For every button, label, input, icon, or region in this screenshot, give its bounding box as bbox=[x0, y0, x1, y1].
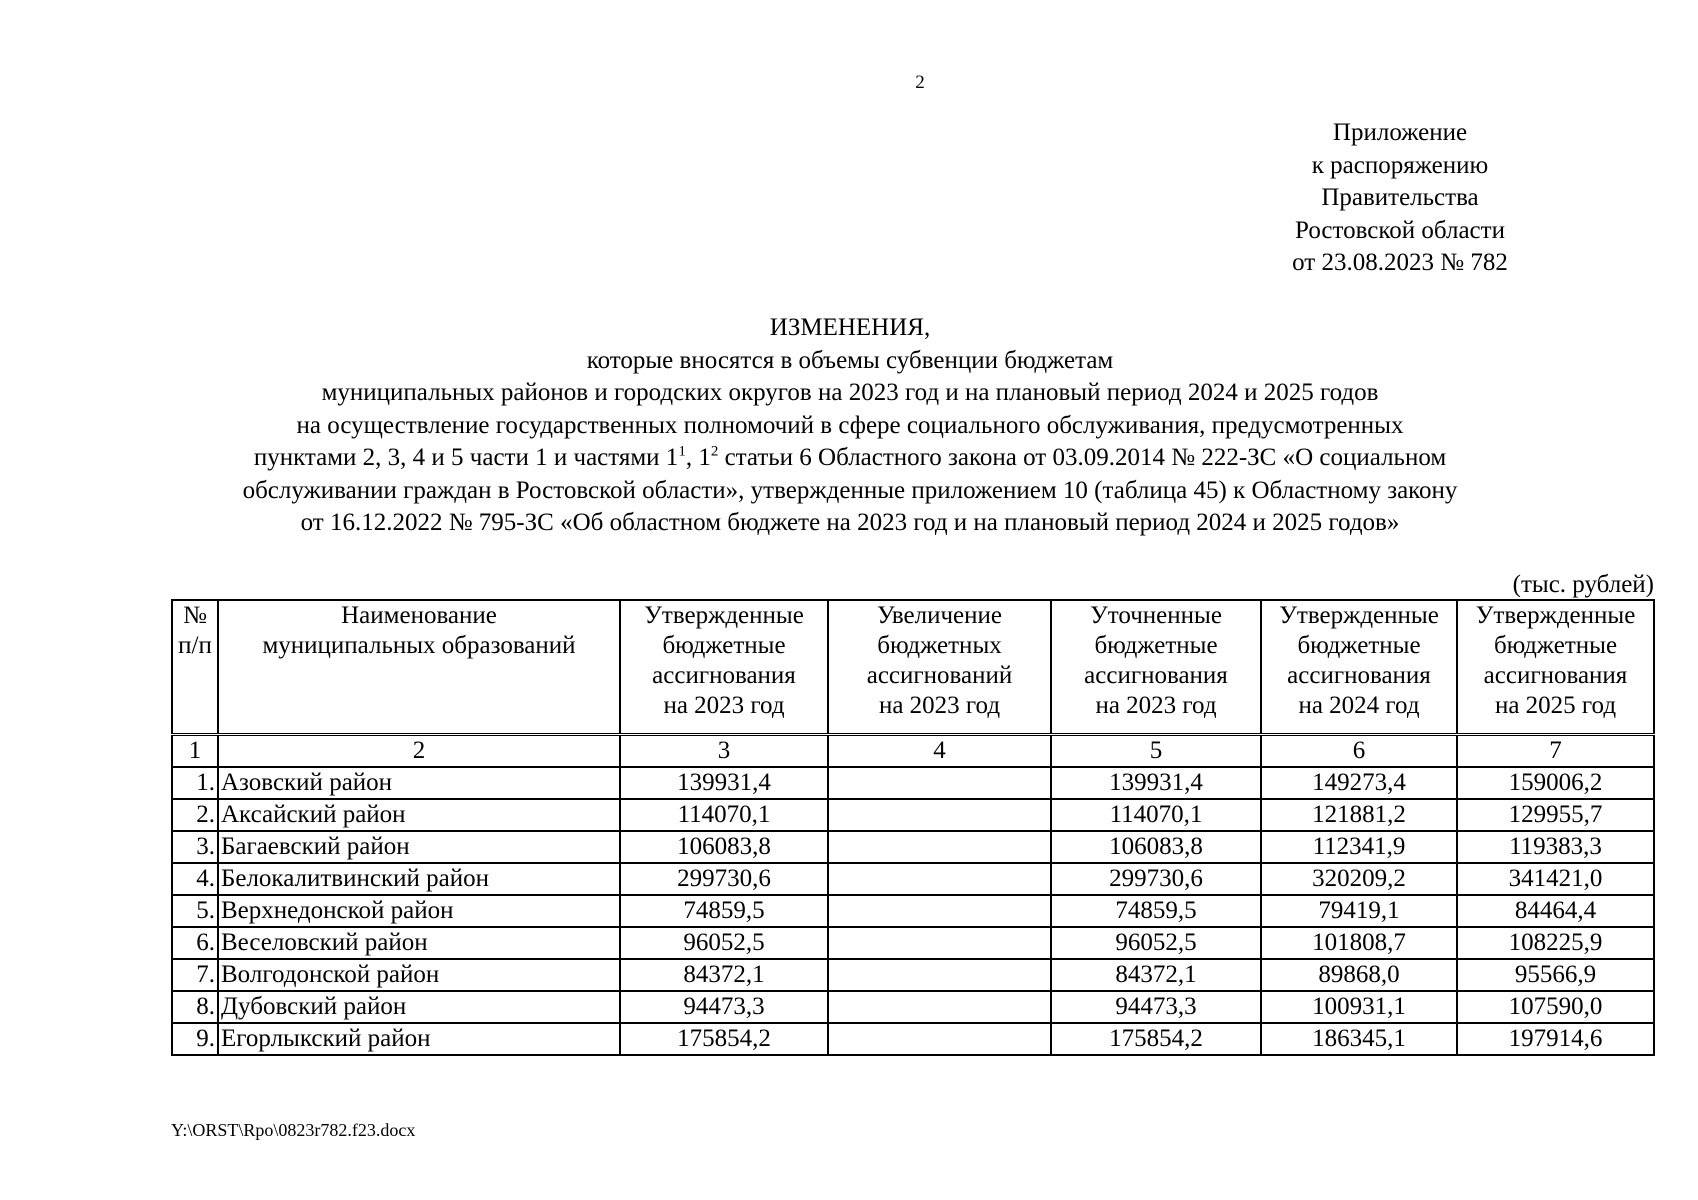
approved-2025-cell: 159006,2 bbox=[1457, 767, 1654, 799]
table-row bbox=[172, 767, 1654, 799]
page-number: 2 bbox=[915, 72, 925, 93]
column-index: 4 bbox=[828, 735, 1051, 768]
header-text: Увеличение bbox=[876, 602, 1002, 629]
approved-2024-cell: 186345,1 bbox=[1261, 1023, 1457, 1055]
title-line: муниципальных районов и городских округов на 2023 год и на плановый период 2024 и 2025 годов bbox=[321, 379, 1379, 406]
approved-2025-cell: 119383,3 bbox=[1457, 831, 1654, 863]
header-text: на 2023 год bbox=[663, 692, 785, 719]
refined-2023-cell: 114070,1 bbox=[1051, 799, 1261, 831]
header-text: Наименование bbox=[341, 602, 497, 629]
municipality-name-cell: Веселовский район bbox=[218, 927, 620, 959]
approved-2024-cell: 89868,0 bbox=[1261, 959, 1457, 991]
refined-2023-cell: 94473,3 bbox=[1051, 991, 1261, 1023]
increase-2023-cell bbox=[828, 991, 1051, 1023]
title-text: статьи 6 Областного закона от 03.09.2014 № 222-ЗС «О социальном bbox=[718, 444, 1447, 471]
municipality-name-cell: Егорлыкский район bbox=[218, 1023, 620, 1055]
table-row bbox=[172, 927, 1654, 959]
approved-2024-cell: 101808,7 bbox=[1261, 927, 1457, 959]
approved-2023-cell: 84372,1 bbox=[620, 959, 828, 991]
approved-2024-cell: 149273,4 bbox=[1261, 767, 1457, 799]
title-heading: ИЗМЕНЕНИЯ, bbox=[769, 314, 931, 341]
increase-2023-cell bbox=[828, 831, 1051, 863]
approved-2023-cell: 175854,2 bbox=[620, 1023, 828, 1055]
appendix-line: от 23.08.2023 № 782 bbox=[1292, 249, 1508, 276]
approved-2023-cell: 139931,4 bbox=[620, 767, 828, 799]
header-text: муниципальных образований bbox=[262, 632, 576, 659]
refined-2023-cell: 175854,2 bbox=[1051, 1023, 1261, 1055]
header-cell-approved-2025 bbox=[1457, 600, 1654, 735]
approved-2025-cell: 341421,0 bbox=[1457, 863, 1654, 895]
title-line: обслуживании граждан в Ростовской области», утвержденные приложением 10 (таблица 45) к Областному закону bbox=[242, 476, 1458, 504]
header-text: ассигнования bbox=[1084, 662, 1228, 689]
row-number-cell: 9. bbox=[172, 1023, 218, 1055]
table-row bbox=[172, 831, 1654, 863]
approved-2025-cell: 108225,9 bbox=[1457, 927, 1654, 959]
title-text: , 1 bbox=[685, 444, 711, 471]
column-index-row bbox=[172, 735, 1654, 768]
header-text: ассигнования bbox=[652, 662, 796, 689]
increase-2023-cell bbox=[828, 927, 1051, 959]
header-cell-approved-2024 bbox=[1261, 600, 1457, 735]
municipality-name-cell: Азовский район bbox=[218, 767, 620, 799]
superscript: 2 bbox=[710, 443, 719, 460]
table-row bbox=[172, 895, 1654, 927]
header-cell-approved-2023 bbox=[620, 600, 828, 735]
header-text: Уточненные bbox=[1090, 602, 1222, 629]
municipality-name-cell: Волгодонской район bbox=[218, 959, 620, 991]
header-text: ассигнования bbox=[1483, 662, 1628, 689]
column-index: 2 bbox=[218, 735, 620, 768]
refined-2023-cell: 84372,1 bbox=[1051, 959, 1261, 991]
superscript: 1 bbox=[678, 443, 686, 460]
header-text: бюджетные bbox=[1094, 632, 1218, 659]
document-title bbox=[100, 312, 1600, 540]
header-cell-number bbox=[172, 600, 218, 735]
header-text: бюджетные bbox=[1493, 632, 1618, 659]
increase-2023-cell bbox=[828, 959, 1051, 991]
refined-2023-cell: 299730,6 bbox=[1051, 863, 1261, 895]
municipality-name-cell: Багаевский район bbox=[218, 831, 620, 863]
approved-2024-cell: 121881,2 bbox=[1261, 799, 1457, 831]
approved-2023-cell: 114070,1 bbox=[620, 799, 828, 831]
title-line: которые вносятся в объемы субвенции бюджетам bbox=[586, 346, 1114, 374]
title-line bbox=[100, 442, 1600, 475]
column-index: 7 bbox=[1457, 735, 1654, 768]
increase-2023-cell bbox=[828, 799, 1051, 831]
municipality-name-cell: Верхнедонской район bbox=[218, 895, 620, 927]
approved-2024-cell: 320209,2 bbox=[1261, 863, 1457, 895]
refined-2023-cell: 106083,8 bbox=[1051, 831, 1261, 863]
approved-2025-cell: 197914,6 bbox=[1457, 1023, 1654, 1055]
row-number-cell: 7. bbox=[172, 959, 218, 991]
budget-table bbox=[171, 599, 1655, 1056]
refined-2023-cell: 74859,5 bbox=[1051, 895, 1261, 927]
appendix-line: Ростовской области bbox=[1295, 216, 1505, 244]
municipality-name-cell: Дубовский район bbox=[218, 991, 620, 1023]
column-index: 3 bbox=[620, 735, 828, 768]
refined-2023-cell: 139931,4 bbox=[1051, 767, 1261, 799]
table-row bbox=[172, 991, 1654, 1023]
table-header-row bbox=[172, 600, 1654, 735]
header-cell-refined-2023 bbox=[1051, 600, 1261, 735]
increase-2023-cell bbox=[828, 767, 1051, 799]
approved-2023-cell: 94473,3 bbox=[620, 991, 828, 1023]
appendix-header bbox=[1280, 117, 1520, 280]
row-number-cell: 5. bbox=[172, 895, 218, 927]
appendix-line: Приложение bbox=[1332, 119, 1468, 146]
header-text: на 2025 год bbox=[1494, 692, 1617, 719]
units-label: (тыс. рублей) bbox=[1512, 571, 1654, 598]
table-body bbox=[172, 767, 1654, 1055]
row-number-cell: 1. bbox=[172, 767, 218, 799]
row-number-cell: 2. bbox=[172, 799, 218, 831]
approved-2023-cell: 74859,5 bbox=[620, 895, 828, 927]
row-number-cell: 8. bbox=[172, 991, 218, 1023]
header-text: на 2023 год bbox=[1095, 692, 1217, 719]
appendix-line: Правительства bbox=[1321, 184, 1479, 211]
title-text: пунктами 2, 3, 4 и 5 части 1 и частями 1 bbox=[253, 444, 679, 471]
header-text: Утвержденные bbox=[644, 602, 804, 629]
table-row bbox=[172, 959, 1654, 991]
municipality-name-cell: Аксайский район bbox=[218, 799, 620, 831]
header-text: № bbox=[183, 602, 207, 629]
column-index: 5 bbox=[1051, 735, 1261, 768]
approved-2025-cell: 129955,7 bbox=[1457, 799, 1654, 831]
header-cell-name bbox=[218, 600, 620, 735]
header-text: на 2023 год bbox=[878, 692, 1001, 719]
refined-2023-cell: 96052,5 bbox=[1051, 927, 1261, 959]
header-text: бюджетных bbox=[877, 632, 1002, 659]
municipality-name-cell: Белокалитвинский район bbox=[218, 863, 620, 895]
row-number-cell: 4. bbox=[172, 863, 218, 895]
column-index: 6 bbox=[1261, 735, 1457, 768]
row-number-cell: 3. bbox=[172, 831, 218, 863]
row-number-cell: 6. bbox=[172, 927, 218, 959]
title-line: на осуществление государственных полномочий в сфере социального обслуживания, предусмотренных bbox=[296, 411, 1404, 439]
approved-2024-cell: 79419,1 bbox=[1261, 895, 1457, 927]
column-index: 1 bbox=[172, 735, 218, 768]
header-cell-increase-2023 bbox=[828, 600, 1051, 735]
title-line: от 16.12.2022 № 795-ЗС «Об областном бюджете на 2023 год и на плановый период 2024 и 2025 годов» bbox=[300, 509, 1400, 536]
increase-2023-cell bbox=[828, 1023, 1051, 1055]
footer-file-path: Y:\ORST\Rpo\0823r782.f23.docx bbox=[171, 1120, 416, 1140]
header-text: Утвержденные bbox=[1279, 602, 1439, 629]
table-row bbox=[172, 1023, 1654, 1055]
approved-2025-cell: 95566,9 bbox=[1457, 959, 1654, 991]
header-text: на 2024 год bbox=[1298, 692, 1420, 719]
header-text: п/п bbox=[178, 632, 212, 659]
approved-2024-cell: 112341,9 bbox=[1261, 831, 1457, 863]
table-row bbox=[172, 799, 1654, 831]
approved-2024-cell: 100931,1 bbox=[1261, 991, 1457, 1023]
header-text: бюджетные bbox=[662, 632, 786, 659]
header-text: ассигнования bbox=[1287, 662, 1431, 689]
approved-2025-cell: 107590,0 bbox=[1457, 991, 1654, 1023]
appendix-line: к распоряжению bbox=[1311, 151, 1489, 179]
header-text: Утвержденные bbox=[1475, 602, 1636, 629]
increase-2023-cell bbox=[828, 895, 1051, 927]
header-text: ассигнований bbox=[866, 662, 1013, 689]
header-text: бюджетные bbox=[1297, 632, 1421, 659]
increase-2023-cell bbox=[828, 863, 1051, 895]
table-row bbox=[172, 863, 1654, 895]
approved-2023-cell: 96052,5 bbox=[620, 927, 828, 959]
approved-2025-cell: 84464,4 bbox=[1457, 895, 1654, 927]
approved-2023-cell: 299730,6 bbox=[620, 863, 828, 895]
approved-2023-cell: 106083,8 bbox=[620, 831, 828, 863]
